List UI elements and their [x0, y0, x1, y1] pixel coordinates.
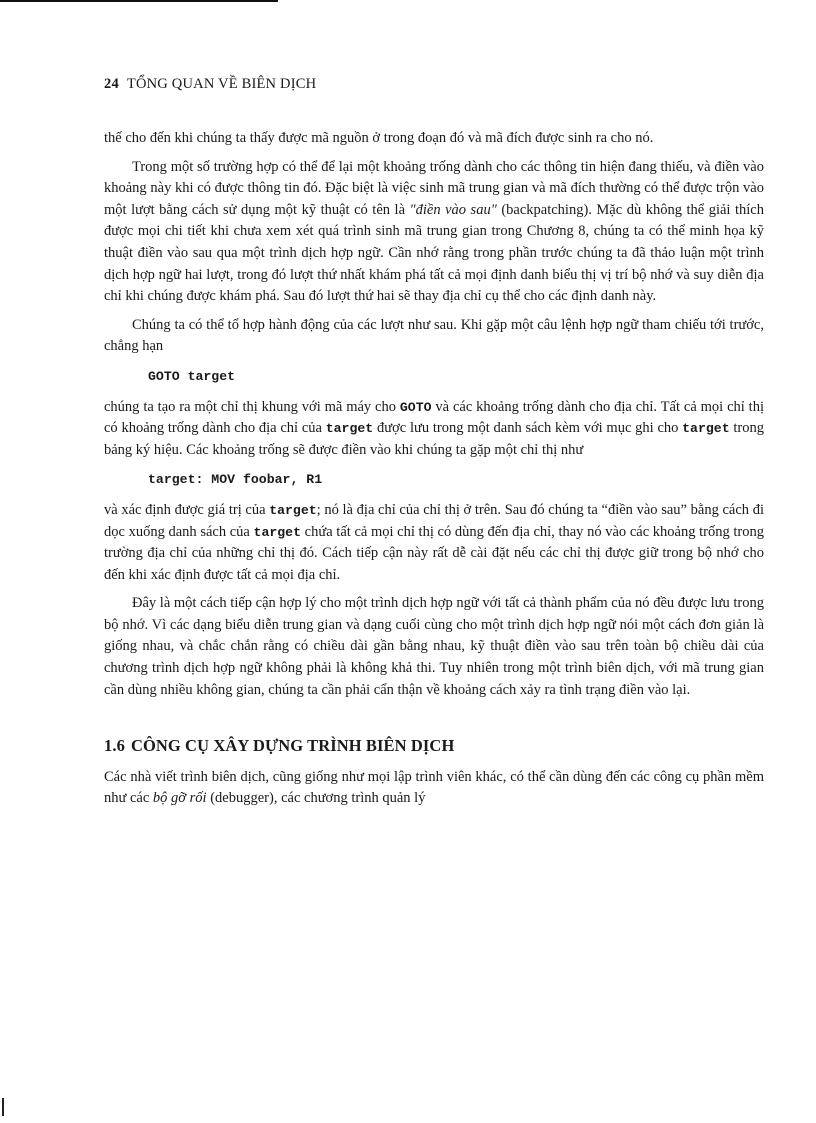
section-title: CÔNG CỤ XÂY DỰNG TRÌNH BIÊN DỊCH [130, 736, 455, 756]
paragraph-text: và xác định được giá trị của [104, 501, 270, 518]
paragraph-text: trong bảng ký hiệu. Các khoảng trống sẽ được điền vào khi chúng ta gặp một chỉ thị như [104, 420, 764, 458]
paragraph-text: Các nhà viết trình biên dịch, cũng giống như mọi lập trình viên khác, có thể cần dùng đến các công cụ phần mềm như các [104, 768, 764, 807]
paragraph-combine-passes: Chúng ta có thể tổ hợp hành động của các lượt như sau. Khi gặp một câu lệnh hợp ngữ tham chiếu tới trước, chẳng hạn [104, 316, 764, 355]
paragraph-text: và các khoảng trống dành cho địa chỉ. Tất cả mọi chỉ thị có khoảng trống dành cho địa chỉ của [104, 398, 764, 437]
inline-code: GOTO [399, 399, 432, 415]
running-title: TỔNG QUAN VỀ BIÊN DỊCH [126, 76, 317, 92]
inline-code: target [682, 421, 730, 437]
paragraph-text: ; nó là địa chỉ của chỉ thị ở trên. Sau đó chúng ta “điền vào sau” bằng cách đi dọc xuống danh sách của [104, 501, 764, 540]
section-heading [104, 735, 764, 757]
paragraph-compiler-tools [104, 767, 764, 810]
paragraph-skeletal-instruction [104, 397, 764, 462]
paragraph-text: Trong một số trường hợp có thể để lại một khoảng trống dành cho các thông tin hiện đang thiếu, và điền vào khoảng này khi có được thông tin đó. Đặc biệt là việc sinh mã trung gian và mã đích thường có thể được trộn vào một lượt bằng cách sử dụng một kỹ thuật có tên là [104, 158, 764, 218]
paragraph-text: được lưu trong một danh sách kèm với mục ghi cho [373, 420, 683, 437]
paragraph-continuation: thế cho đến khi chúng ta thấy được mã nguồn ở trong đoạn đó và mã đích được sinh ra cho nó. [104, 130, 654, 146]
paragraph-fill-in [104, 500, 764, 586]
top-rule [0, 0, 278, 2]
code-goto: GOTO target [148, 368, 236, 384]
paragraph-text: chứa tất cả mọi chỉ thị có dùng đến địa chỉ, thay nó vào các khoảng trống trong trường địa chỉ của những chỉ thị đó. Cách tiếp cận này rất dễ cài đặt nếu các chỉ thị được giữ trong bộ nhớ cho đến khi xác định được tất cả mọi địa chỉ. [104, 523, 764, 583]
code-target-mov: target: MOV foobar, R1 [148, 472, 323, 488]
paragraph-text: chúng ta tạo ra một chỉ thị khung với mã máy cho [104, 398, 400, 415]
inline-code: target [325, 421, 374, 437]
paragraph-text: (debugger), các chương trình quản lý [206, 790, 426, 807]
emphasis-term: "điền vào sau" [409, 201, 497, 218]
page-number: 24 [104, 76, 119, 92]
paragraph-backpatching [104, 157, 764, 308]
inline-code: target [253, 524, 302, 540]
inline-code: target [269, 502, 317, 518]
paragraph-reasonable-approach: Đây là một cách tiếp cận hợp lý cho một trình dịch hợp ngữ với tất cả thành phẩm của nó đều được lưu trong bộ nhớ. Vì các dạng biểu diễn trung gian và dạng cuối cùng cho một trình dịch hợp ngữ nói một cách đơn giản là giống nhau, và chắc chắn rằng có chiều dài gần bằng nhau, kỹ thuật điền vào sau trên toàn bộ chiều dài của chương trình dịch hợp ngữ không phải là không khả thi. Tuy nhiên trong một trình biên dịch, với mã trung gian cần dùng nhiều không gian, chúng ta cần phải cẩn thận về khoảng cách xảy ra tình trạng điền vào lại. [104, 595, 764, 698]
emphasis-term: bộ gỡ rối [152, 790, 207, 807]
page-body [104, 128, 764, 810]
scan-edge-mark [2, 1098, 4, 1116]
running-head [104, 76, 316, 93]
paragraph-text: (backpatching). Mặc dù không thể giải thích được mọi chi tiết khi chưa xem xét quá trình sinh mã trung gian trong Chương 8, chúng ta có thể minh họa kỹ thuật điền vào sau qua một trình dịch hợp ngữ. Cần nhớ rằng trong phần trước chúng ta đã thảo luận một trình dịch hợp ngữ hai lượt, trong đó lượt thứ nhất khám phá tất cả mọi định danh biểu thị vị trí bộ nhớ và suy diễn địa chỉ khi chúng được khám phá. Sau đó lượt thứ hai sẽ thay địa chỉ cụ thể cho các định danh này. [104, 201, 764, 305]
section-number: 1.6 [104, 736, 125, 756]
